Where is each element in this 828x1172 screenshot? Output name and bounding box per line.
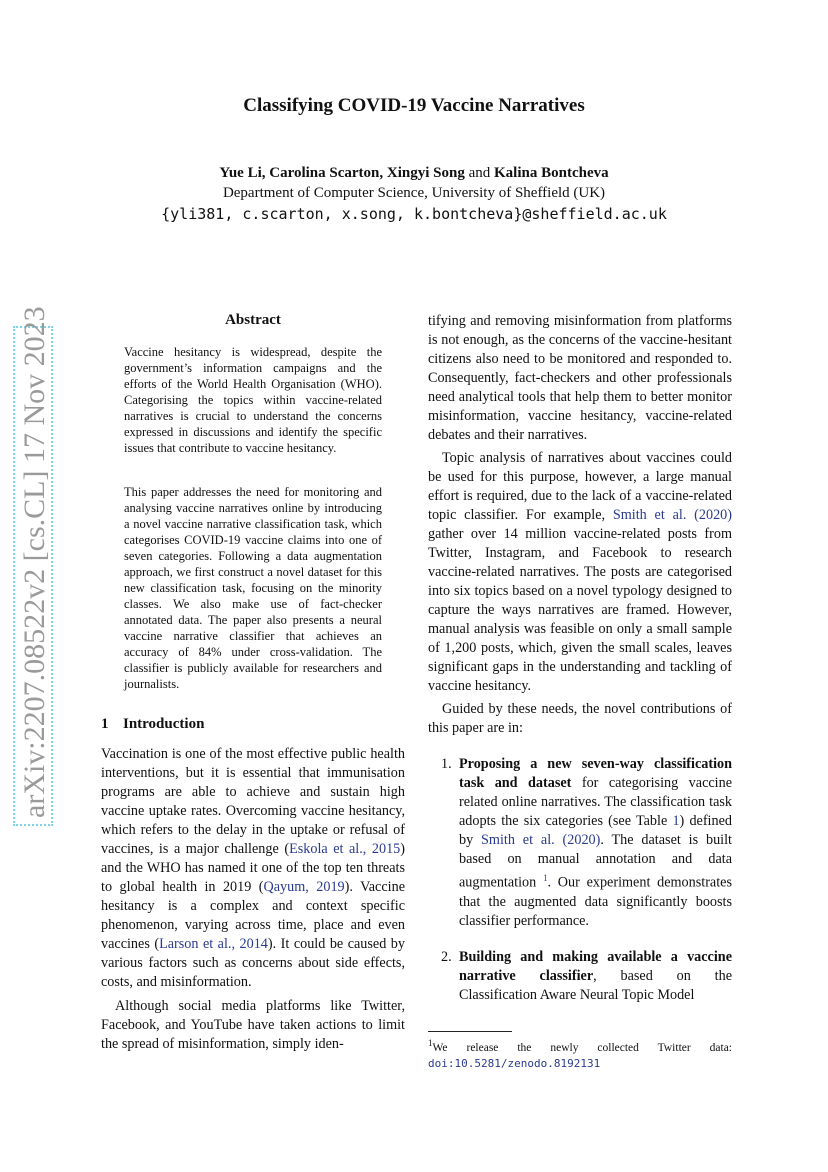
body-text: for categorising vaccine related online narratives. The classification task adopts the six categories (see Table <box>459 775 732 829</box>
body-text: ) defined by <box>459 813 732 848</box>
doi-link[interactable]: doi:10.5281/zenodo.8192131 <box>428 1056 601 1070</box>
footnote-mark: 1 <box>428 1038 433 1048</box>
body-text: . The dataset is built based on manual annotation and data augmentation <box>459 832 732 891</box>
abstract-heading: Abstract <box>225 312 281 328</box>
authors-and: and <box>468 165 491 181</box>
citation-smith-2[interactable]: Smith et al. (2020) <box>481 832 601 848</box>
section-title: Introduction <box>123 716 205 732</box>
contribution-title: Proposing a new seven-way classification task and dataset <box>459 756 732 791</box>
section-number: 1 <box>101 716 109 732</box>
paper-title: Classifying COVID-19 Vaccine Narratives <box>243 95 585 116</box>
footnote <box>428 1036 732 1072</box>
abstract-paragraph-2 <box>124 484 382 692</box>
right-paragraph-3: Guided by these needs, the novel contributions of this paper are in: <box>428 701 732 736</box>
footnote-ref-link[interactable]: 1 <box>542 873 548 883</box>
citation-eskola[interactable]: Eskola et al., 2015 <box>289 841 401 857</box>
authors-first: Yue Li, Carolina Scarton, Xingyi Song <box>219 165 465 181</box>
body-text: gather over 14 million vaccine-related posts from Twitter, Instagram, and Facebook to research vaccine-related narratives. The posts are categorised into six topics based on a novel typology designed to capture the ways narratives are framed. However, manual analysis was feasible on only a small sample of 1,200 posts, which, given the small scales, leaves significant gaps in the understanding and tackling of vaccine hesitancy. <box>428 526 732 694</box>
footnote-rule <box>428 1031 512 1032</box>
arxiv-stamp: arXiv:2207.08522v2 [cs.CL] 17 Nov 2023 <box>13 326 53 826</box>
intro-text: ). It could be caused by various factors such as concerns about side effects, costs, and misinformation. <box>101 936 405 990</box>
citation-smith[interactable]: Smith et al. (2020) <box>612 507 732 523</box>
body-text: Topic analysis of narratives about vaccines could be used for this purpose, however, a large manual effort is required, due to the lack of a vaccine-related topic classifier. For example, <box>428 450 732 523</box>
right-paragraph-1: tifying and removing misinformation from platforms is not enough, as the concerns of the vaccine-hesitant citizens also need to be monitored and responded to. Consequently, fact-checkers and other professionals need analytical tools that help them to better monitor misinformation, vaccine hesitancy, vaccine-related debates and their narratives. <box>428 313 732 443</box>
abstract-text-1: Vaccine hesitancy is widespread, despite the government’s information campaigns and the efforts of the World Health Organisation (WHO). Categorising the topics within vaccine-related narratives is crucial to understand the concerns expressed in discussions and identify the specific issues that contribute to vaccine hesitancy. <box>124 345 382 455</box>
intro-body <box>101 745 405 1054</box>
intro-paragraph-1 <box>101 745 405 992</box>
right-paragraph-2 <box>428 449 732 696</box>
abstract-paragraph-1 <box>124 344 382 456</box>
citation-qayum[interactable]: Qayum, 2019 <box>263 879 345 895</box>
footnote-text: We release the newly collected Twitter data: <box>432 1041 732 1054</box>
contribution-item-2 <box>428 948 732 1005</box>
authors-last: Kalina Bontcheva <box>494 165 609 181</box>
citation-larson[interactable]: Larson et al., 2014 <box>159 936 268 952</box>
intro-paragraph-2: Although social media platforms like Twitter, Facebook, and YouTube have taken actions to limit the spread of misinformation, simply iden- <box>101 998 405 1052</box>
body-text: , based on the Classification Aware Neural Topic Model <box>459 967 732 1003</box>
intro-text: ). Vaccine hesitancy is a complex and context specific phenomenon, varying across time, place and even vaccines ( <box>101 879 405 952</box>
table-ref-link[interactable]: 1 <box>672 813 680 829</box>
contributions-list <box>428 755 732 1005</box>
affiliation: Department of Computer Science, University of Sheffield (UK) <box>222 185 606 201</box>
intro-text: Vaccination is one of the most effective public health interventions, but it is essential that immunisation programs are able to achieve and sustain high vaccine uptake rates. Overcoming vaccine hesitancy, which refers to the delay in the uptake or refusal of vaccines, is a major challenge ( <box>101 746 405 857</box>
section-heading-introduction <box>101 716 204 733</box>
author-list <box>0 165 828 182</box>
list-number: 1. <box>441 756 452 772</box>
author-emails: {yli381, c.scarton, x.song, k.bontcheva}@sheffield.ac.uk <box>161 205 667 223</box>
list-number: 2. <box>441 948 452 965</box>
abstract-text-2: This paper addresses the need for monitoring and analysing vaccine narratives online by introducing a novel vaccine narrative classification task, which categorises COVID-19 vaccine claims into one of seven categories. Following a data augmentation approach, we first construct a novel dataset for this new classification task, focusing on the minority classes. We also make use of fact-checker annotated data. The paper also presents a neural vaccine narrative classifier that achieves an accuracy of 84% under cross-validation. The classifier is publicly available for researchers and journalists. <box>124 485 382 691</box>
right-column-body <box>428 312 732 1005</box>
contribution-title: Building and making available a vaccine narrative classifier <box>459 948 732 984</box>
contribution-item-1 <box>428 755 732 931</box>
body-text: . Our experiment demonstrates that the augmented data significantly boosts classifier performance. <box>459 874 732 929</box>
intro-text: ) and the WHO has named it one of the top ten threats to global health in 2019 ( <box>101 841 405 895</box>
